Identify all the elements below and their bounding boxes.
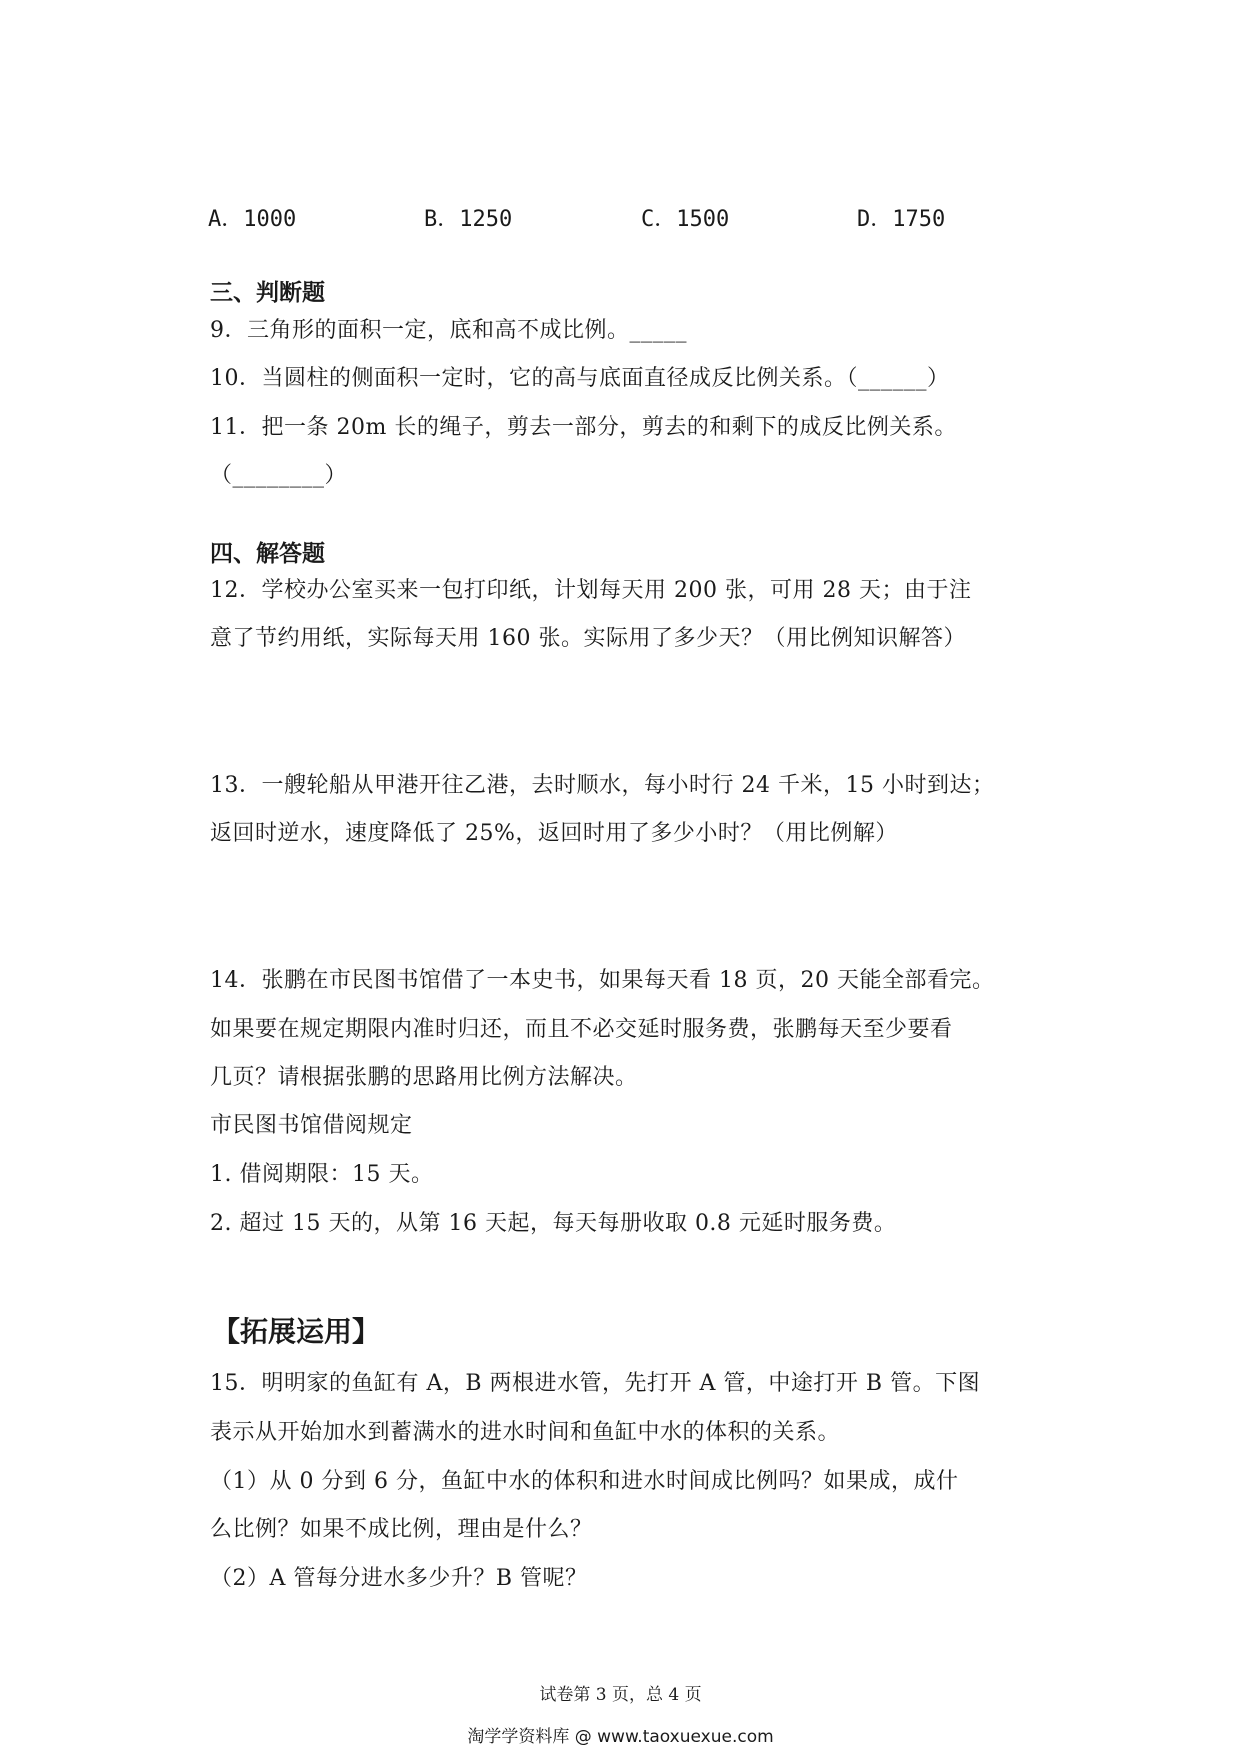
question-11-line-1: 11．把一条 20m 长的绳子，剪去一部分，剪去的和剩下的成反比例关系。 xyxy=(210,415,957,440)
option-d: D．1750 xyxy=(857,207,946,232)
question-12-line-2: 意了节约用纸，实际每天用 160 张。实际用了多少天？（用比例知识解答） xyxy=(210,626,966,651)
library-rule-2: 2. 超过 15 天的，从第 16 天起，每天每册收取 0.8 元延时服务费。 xyxy=(210,1211,897,1236)
question-11-line-2: （________） xyxy=(210,463,348,488)
choice-options-row xyxy=(0,202,1241,232)
option-b: B．1250 xyxy=(424,207,513,232)
question-14-line-1: 14．张鹏在市民图书馆借了一本史书，如果每天看 18 页，20 天能全部看完。 xyxy=(210,968,995,993)
option-c: C．1500 xyxy=(641,207,730,232)
library-rule-1: 1. 借阅期限：15 天。 xyxy=(210,1162,434,1187)
section-title-answers: 四、解答题 xyxy=(210,541,325,567)
question-15-sub-2: （2）A 管每分进水多少升？B 管呢？ xyxy=(210,1566,588,1591)
question-15-sub-1-line-2: 么比例？如果不成比例，理由是什么？ xyxy=(210,1517,593,1542)
question-15-line-1: 15．明明家的鱼缸有 A，B 两根进水管，先打开 A 管，中途打开 B 管。下图 xyxy=(210,1371,981,1396)
question-14-line-3: 几页？请根据张鹏的思路用比例方法解决。 xyxy=(210,1065,638,1090)
question-9: 9．三角形的面积一定，底和高不成比例。_____ xyxy=(210,318,687,343)
question-13-line-2: 返回时逆水，速度降低了 25%，返回时用了多少小时？（用比例解） xyxy=(210,821,898,846)
section-title-judgement: 三、判断题 xyxy=(210,280,325,306)
extension-section-title: 【拓展运用】 xyxy=(212,1315,381,1348)
option-a: A．1000 xyxy=(208,207,297,232)
question-15-sub-1-line-1: （1）从 0 分到 6 分，鱼缸中水的体积和进水时间成比例吗？如果成，成什 xyxy=(210,1469,959,1494)
question-15-line-2: 表示从开始加水到蓄满水的进水时间和鱼缸中水的体积的关系。 xyxy=(210,1420,841,1445)
question-13-line-1: 13．一艘轮船从甲港开往乙港，去时顺水，每小时行 24 千米，15 小时到达； xyxy=(210,773,995,798)
library-rules-title: 市民图书馆借阅规定 xyxy=(210,1113,413,1138)
question-12-line-1: 12．学校办公室买来一包打印纸，计划每天用 200 张，可用 28 天；由于注 xyxy=(210,578,972,603)
watermark-site-footer: 淘学学资料库 @ www.taoxuexue.com xyxy=(467,1727,774,1747)
question-14-line-2: 如果要在规定期限内准时归还，而且不必交延时服务费，张鹏每天至少要看 xyxy=(210,1017,953,1042)
page-number-footer: 试卷第 3 页，总 4 页 xyxy=(539,1685,702,1705)
question-10: 10．当圆柱的侧面积一定时，它的高与底面直径成反比例关系。（______） xyxy=(210,366,950,391)
